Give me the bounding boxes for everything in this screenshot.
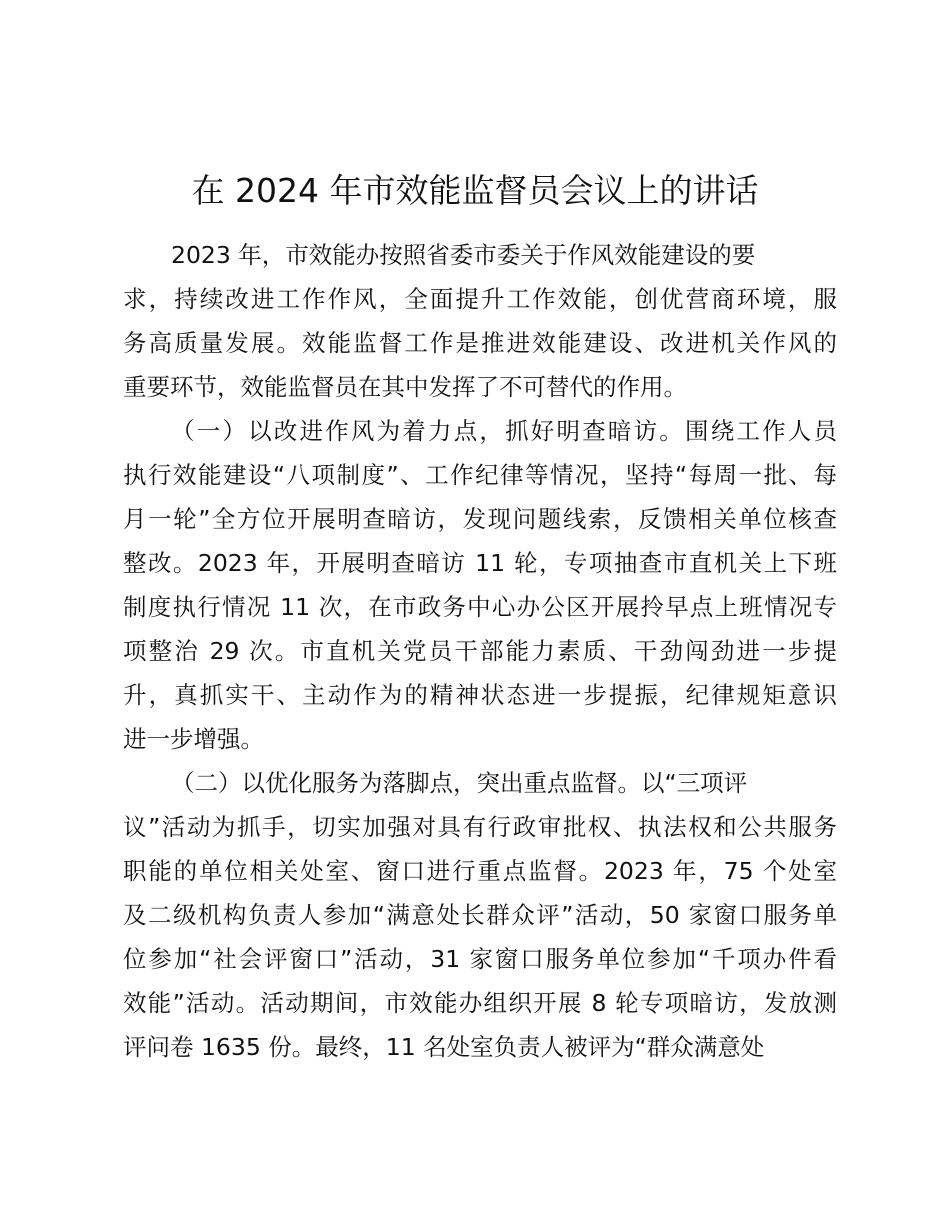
paragraph-line: 评问卷 1635 份。最终，11 名处室负责人被评为“群众满意处 — [123, 1033, 765, 1061]
paragraph-line: 制度执行情况 11 次，在市政务中心办公区开展拎早点上班情况专 — [123, 593, 837, 621]
paragraph-line: 重要环节，效能监督员在其中发挥了不可替代的作用。 — [123, 373, 687, 401]
paragraph-line: （一）以改进作风为着力点，抓好明查暗访。围绕工作人员 — [171, 417, 837, 445]
paragraph-line: （二）以优化服务为落脚点，突出重点监督。以“三项评 — [171, 769, 748, 797]
paragraph-line: 议”活动为抓手，切实加强对具有行政审批权、执法权和公共服务 — [123, 813, 837, 841]
paragraph-line: 执行效能建设“八项制度”、工作纪律等情况，坚持“每周一批、每 — [123, 461, 837, 489]
paragraph-line: 职能的单位相关处室、窗口进行重点监督。2023 年，75 个处室 — [123, 857, 837, 885]
paragraph-line: 位参加“社会评窗口”活动，31 家窗口服务单位参加“千项办件看 — [123, 945, 837, 973]
paragraph-line: 务高质量发展。效能监督工作是推进效能建设、改进机关作风的 — [123, 329, 837, 357]
paragraph-line: 进一步增强。 — [123, 725, 264, 753]
paragraph-line: 整改。2023 年，开展明查暗访 11 轮，专项抽查市直机关上下班 — [123, 549, 837, 577]
document-body — [123, 233, 837, 1069]
paragraph-line: 月一轮”全方位开展明查暗访，发现问题线索，反馈相关单位核查 — [123, 505, 837, 533]
paragraph-line: 升，真抓实干、主动作为的精神状态进一步提振，纪律规矩意识 — [123, 681, 837, 709]
paragraph-line: 及二级机构负责人参加“满意处长群众评”活动，50 家窗口服务单 — [123, 901, 837, 929]
paragraph-line: 2023 年，市效能办按照省委市委关于作风效能建设的要 — [171, 241, 756, 269]
document-title: 在 2024 年市效能监督员会议上的讲话 — [191, 171, 759, 210]
paragraph-line: 求，持续改进工作作风，全面提升工作效能，创优营商环境，服 — [123, 285, 837, 313]
paragraph-line: 效能”活动。活动期间，市效能办组织开展 8 轮专项暗访，发放测 — [123, 989, 837, 1017]
paragraph-line: 项整治 29 次。市直机关党员干部能力素质、干劲闯劲进一步提 — [123, 637, 837, 665]
